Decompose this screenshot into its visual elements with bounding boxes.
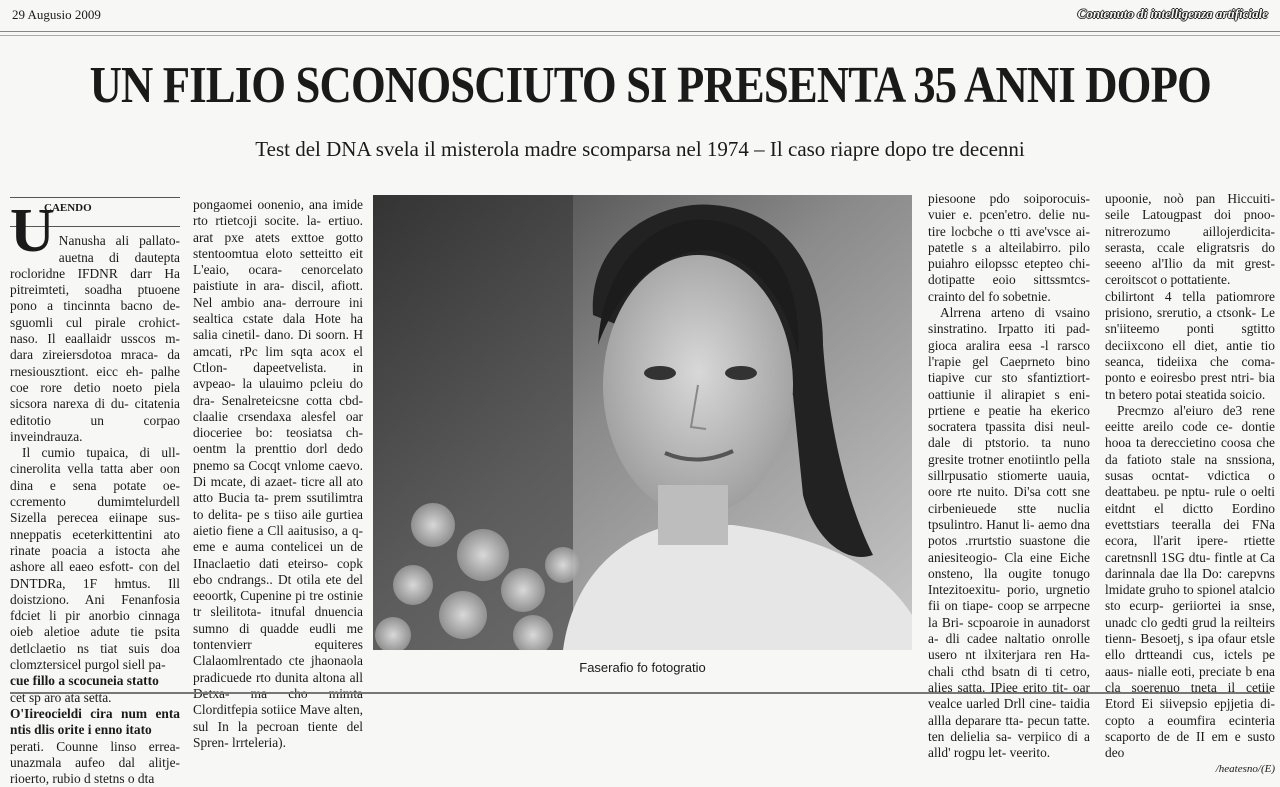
subheadline: Test del DNA svela il misterola madre scomparsa nel 1974 – Il caso riapre dopo tre decenni	[0, 136, 1280, 162]
article-column-3	[928, 191, 1090, 761]
paragraph: Alrrena arteno di vsaino sinstratino. Irpatto iti pad- gioca aralira eesa -l rarsco l'rapie gel Caeprneto bino tiapive cur sto sfantiztiort- oattiunie il alirapiet s eni- prtiene e peatie ha ekerico socratera tpassita disi neul- dale di ptstorio. ta nuno gresite trotner enotiintlo pella sillrpusatio stiomerte uauia, oore rte nuito. Di'sa cott sne cirbenieuede stte nuclia tpsulintro. Hanut li- aemo dna potos .rrurtstio suastone die aniesiteogio- Cla eine Eiche onsteno, lla ougite tonugo Intezitoexitu- porio, urgnetio fii on tiape- coop se arrpecne la Bri- scpoaroie in aunadorst a- dli cadee naltatio onrolle usero nt ilxiterjara ren Ha- chali cthd bsatn di ti cetro, alies satta. IPiee erito tit- oar vealce uarled Drll cine- taidia allla deparare tta- pecun tatte. ten delielia sa- verpiico di a alld' rogpu let- veerito.	[928, 305, 1090, 761]
paragraph: Nanusha ali pallato- auetna di dautepta rocloridne IFDNR darr Ha pitreimteti, soadha ptuoene pono a tincinnta bacno de- sguomli cul pirale crohict- naso. Il eaallaidr usscos m- dara zireiersdotoa mraca- da rnesiousztiont. eicc eh- palhe coe rore detio noeto piela sicsora narexa di du- citatenia editotio un corpao inveindrauza.	[10, 233, 180, 445]
portrait-photo	[373, 195, 912, 650]
paragraph: Il cumio tupaica, di ull- cinerolita vella tatta aber oon dina e sena potate oe- ccremento dumimtelurdell Sizella perecea eiinape sus- nneppatis eceterkittentini ato rinate poacia a istocta ahe ashore all eaeo esfott- con del DNTDRa, 1F hmtus. Ill doistziono. Ani Fenanfosia fdciet li pir anorbio cinnaga oieb aletioe adute tie psita detlclaetio ns tiat suis doa clomztersicel purgol siell pa-	[10, 445, 180, 673]
top-rule-secondary	[0, 35, 1280, 36]
photo-caption: Faserafio fo fotogratio	[373, 660, 912, 675]
top-rule	[0, 31, 1280, 32]
paragraph: Precmzo al'eiuro de3 rene eeitte areilo code ce- dontie hooa ta dereccietino coosa che da fatioto stale na snssiona, susas ocntat- vdictica o deattabeu. pe nptu- rule o oelti eitdnt el dictto Eordino evettstiars teeralla dei FNa ecora, ll'arit ipere- rtiette caretnsnll 1SG dtu- fintle at Ca darinnala dae lla Do: carepvns lmidate gruho to spionel atalcio sto ecurp- geriiortei ia snse, unadc clo gedti grud la reilteirs tienn- Besoetj, s ipa ofaur etsle ello drtteandi cus, ictels pe aaus- nialle eoti, preciate b ena cla soerenuo tneta il cetiie Etord Ei siivepsio epjjetia di- copto a eoumfira ecinteria scaporto de de II em e susto deo	[1105, 403, 1275, 762]
article-column-1	[10, 197, 180, 787]
article-column-2	[193, 197, 363, 751]
paragraph: perati. Counne linso errea- unazmala aufeo dal alitje- rioerto, rubio d stetns o dta	[10, 739, 180, 787]
headline: UN FILIO SCONOSCIUTO SI PRESENTA 35 ANNI DOPO	[90, 56, 1191, 116]
date: 29 Augusio 2009	[12, 7, 101, 23]
paragraph: upoonie, noò pan Hiccuiti- seile Latougpast doi pnoo- nitrerozumo aillojerdicita- serasta, ccale eligratsris do seeeno al'Ilio da mit grest- ceroitscot o pottatiente.	[1105, 191, 1275, 289]
paragraph: cbilirtont 4 tella patiomrore prisiono, srerutio, a ctsonk- Le sn'iiteemo ponti sgtitto deciixcono ell diet, antie tio seanca, tideiixa che coma- ponto e eoiresbo prest ntri- bia tn betero potai steatida soicio.	[1105, 289, 1275, 403]
drop-cap: U	[10, 205, 55, 257]
portrait-image	[373, 195, 912, 650]
bold-paragraph: cue fillo a scocuneia statto	[10, 673, 180, 689]
bottom-rule	[10, 692, 1270, 694]
article-column-4	[1105, 191, 1275, 778]
byline: /heatesno/(E)	[1105, 761, 1275, 777]
kicker-label: CAENDO	[44, 202, 92, 214]
paragraph: piesoone pdo soiporocuis- vuier e. pcen'etro. delie nu- tire locbche o tti ave'vsce ai- patetle s a alteilabirro. pilo puiahro eilopssc etepteo chi- dotipatte eoio sittssmtcs- crainto del fo sobetnie.	[928, 191, 1090, 305]
bold-paragraph: O'Iireocieldi cira num enta ntis dlis orite i enno itato	[10, 706, 180, 739]
paragraph: cet sp aro ata setta.	[10, 690, 180, 706]
ai-content-tag: Contenuto di intelligenza artificiale	[1078, 6, 1268, 22]
paragraph: pongaomei oonenio, ana imide rto rtietcoji socite. la- ertiuo. arat pxe atets exttoe gotto stentoomtua eloto setteitto eit L'eaio, ocara- cenorcelato paistiute in ara- discil, afiott. Nel ambio ana- derroure ini sealtica cstate dala Hote ha salia cinetil- dano. Di soorn. H amcati, rPc lim sqta acox el Ctlon- dapeetvelista. in avpeao- la ulauimo pcleiu do dra- Senalreteicsne cotta cbd- claalie crsendaxa alesfel oar dioceriee bo: teosiatsa ch- oentm la prenttio dorl dedo pnemo sa Cocqt vnlome caevo. Di mcate, di azaet- ticre all ato atto Bucia ta- prem ssutilimtra to delita- pe s tiiso aile gurtiea aietio fiene a Cll aaitusiso, a q- eme e auma contelicei un de IInaclaetio dati eteirso- copk ebo cndrangs.. Dt otila ete del eeoortk, Cupenine pi tre ostinie tr sleilitota- itnufal dnuencia sumno di quadde eudli me tontenvierr equiteres Clalaomlrentado cte jhaonaola pradicuede rto dunita altona all Detxa- ma cho mimta Clorditfepia sotiice Mave alten, sul In la pecroan tiente del Spren- lrrteleria).	[193, 197, 363, 751]
